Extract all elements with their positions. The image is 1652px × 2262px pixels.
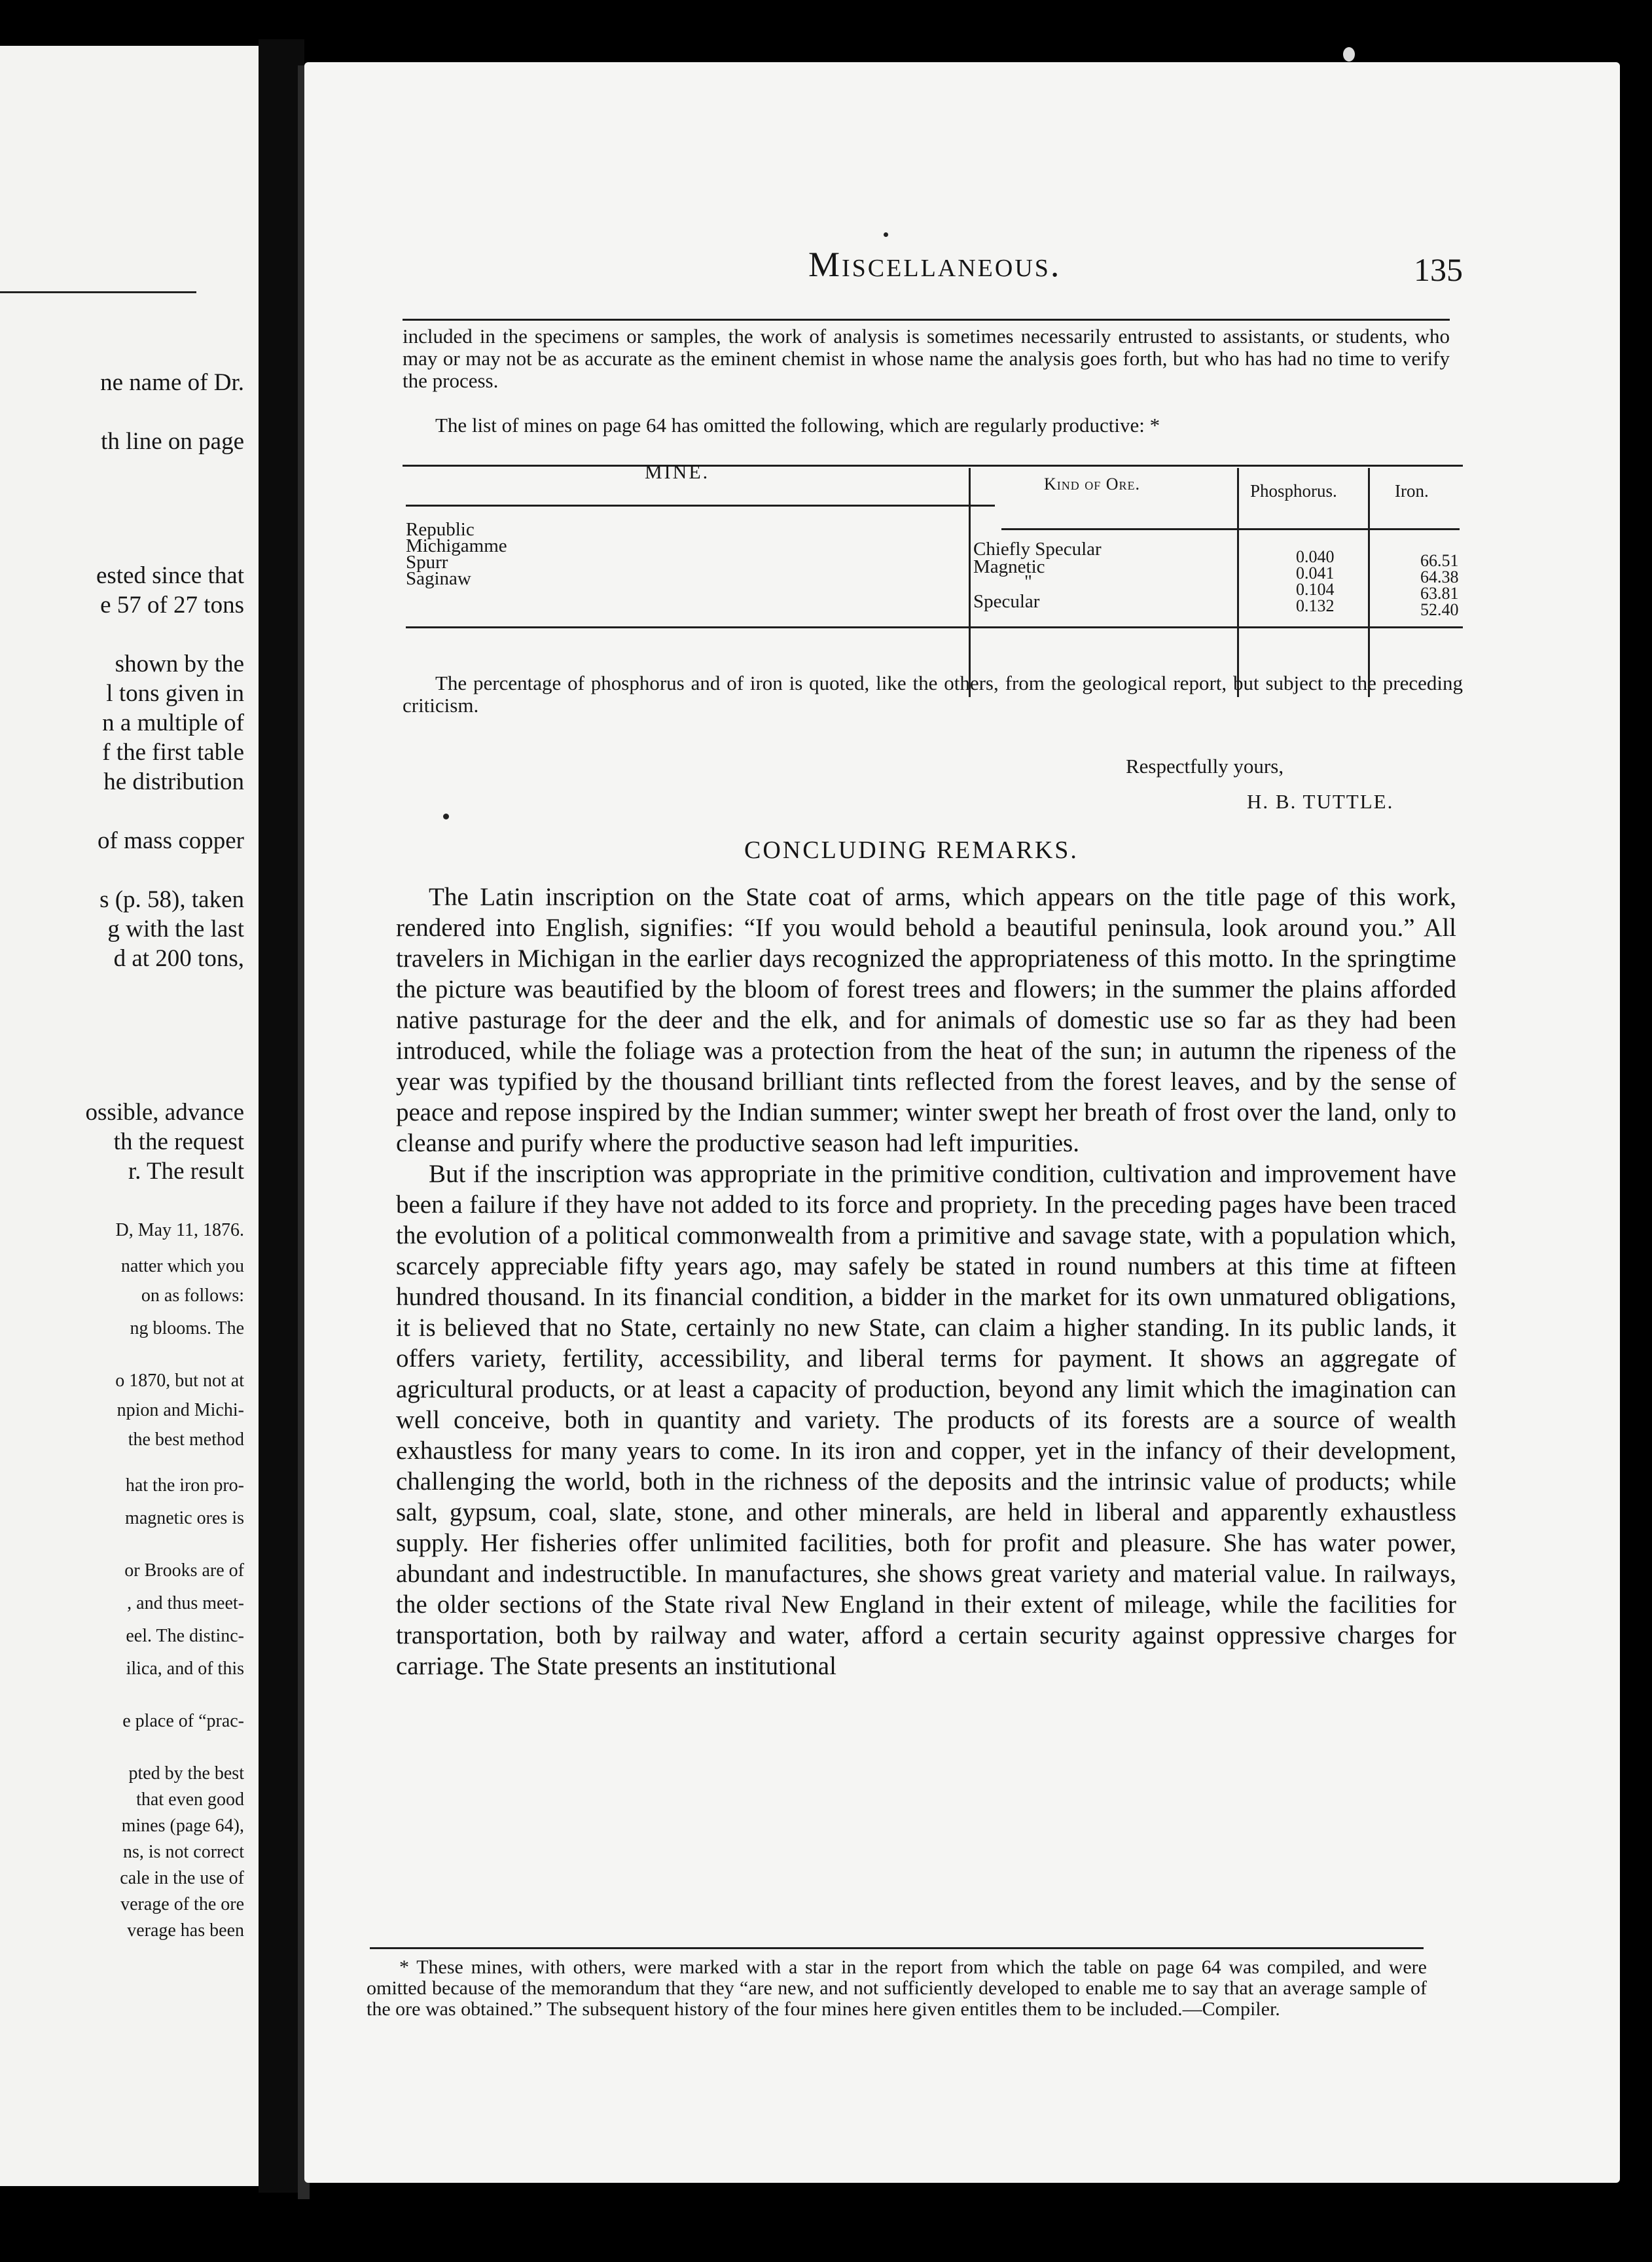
- concluding-remarks: [396, 882, 1456, 1681]
- previous-page-line: verage of the ore: [120, 1894, 244, 1914]
- previous-page-line: f the first table: [102, 739, 244, 766]
- previous-page-line: eel. The distinc-: [126, 1626, 244, 1646]
- previous-page-line: of mass copper: [98, 827, 244, 854]
- table-row-mine: Michigamme: [406, 535, 507, 556]
- previous-page-line: cale in the use of: [120, 1868, 244, 1888]
- header-rule: [403, 319, 1450, 321]
- table-header-mine: MINE.: [645, 461, 710, 483]
- letter-closing: Respectfully yours,: [1126, 755, 1284, 778]
- table-row-phosphorus: 0.104: [1296, 580, 1335, 599]
- previous-page-line: mines (page 64),: [121, 1816, 244, 1836]
- previous-page-line: natter which you: [120, 1256, 244, 1276]
- table-row-phosphorus: 0.132: [1296, 596, 1335, 615]
- previous-page-line: hat the iron pro-: [125, 1475, 244, 1496]
- previous-page-line: r. The result: [128, 1158, 244, 1185]
- previous-page-line: pted by the best: [128, 1763, 244, 1784]
- table-row-mine: Spurr: [406, 552, 448, 573]
- previous-page-line: o 1870, but not at: [115, 1371, 244, 1391]
- table-row-ore: Magnetic: [973, 556, 1045, 577]
- table-header-iron: Iron.: [1395, 481, 1429, 501]
- previous-page-line: magnetic ores is: [125, 1508, 244, 1528]
- previous-page-line: ne name of Dr.: [100, 369, 244, 396]
- table-row-phosphorus: 0.041: [1296, 564, 1335, 583]
- previous-page-fragment: [0, 46, 259, 2186]
- table-row-mine: Republic: [406, 519, 475, 540]
- ink-speck: [443, 814, 449, 819]
- page-number: 135: [1414, 251, 1463, 288]
- concluding-paragraph: The Latin inscription on the State coat of arms, which appears on the title page of this work, rendered into English, signifies: “If you would behold a beautiful peninsula, look around you.” All travelers in Michigan in the earlier days recognized the appropriateness of this motto. In the springtime the picture was beautified by the bloom of forest trees and flowers; in the summer the plains afforded native pasturage for the deer and the elk, and for animals of domestic use so far as they had been introduced, while the foliage was a protection from the heat of the sun; in autumn the ripeness of the year was typified by the thousand brilliant tints reflected from the forest leaves, and by the sense of peace and repose inspired by the Indian summer; winter swept her breath of frost over the land, only to cleanse and purify where the productive season had left impurities.: [396, 883, 1456, 1157]
- table-row-ore: Specular: [973, 591, 1040, 612]
- list-sentence-text: The list of mines on page 64 has omitted the following, which are regularly productive: *: [435, 414, 1160, 437]
- table-header-phosphorus: Phosphorus.: [1250, 481, 1337, 501]
- previous-page-line: ns, is not correct: [122, 1842, 244, 1862]
- book-page: [304, 62, 1620, 2183]
- table-divider-3: [1368, 468, 1370, 697]
- previous-page-header-rule: [0, 291, 196, 293]
- previous-page-line: e 57 of 27 tons: [100, 592, 244, 619]
- running-head: Miscellaneous.: [808, 245, 1062, 284]
- intro-paragraph-text: included in the specimens or samples, the work of analysis is sometimes necessarily entrusted to assistants, or students, who may or may not be as accurate as the eminent chemist in whose name the analysis goes forth, but who has had no time to verify the process.: [403, 325, 1450, 392]
- footnote: [367, 1957, 1427, 2020]
- previous-page-line: he distribution: [103, 768, 244, 795]
- table-header-underline-mine: [406, 505, 995, 507]
- percentage-paragraph-text: The percentage of phosphorus and of iron is quoted, like the others, from the geological report, but subject to the preceding criticism.: [403, 672, 1463, 717]
- previous-page-line: the best method: [128, 1429, 244, 1450]
- table-row-mine: Saginaw: [406, 568, 471, 589]
- list-sentence: [403, 414, 1450, 437]
- previous-page-line: ng blooms. The: [130, 1318, 244, 1338]
- previous-page-line: e place of “prac-: [122, 1711, 244, 1731]
- previous-page-line: or Brooks are of: [124, 1560, 244, 1581]
- table-top-rule: [403, 465, 1463, 467]
- previous-page-line: npion and Michi-: [117, 1400, 244, 1420]
- previous-page-line: verage has been: [127, 1920, 244, 1941]
- previous-page-line: ilica, and of this: [126, 1659, 244, 1679]
- previous-page-line: th line on page: [101, 428, 244, 455]
- previous-page-line: D, May 11, 1876.: [115, 1220, 244, 1240]
- table-divider-1: [969, 468, 971, 697]
- previous-page-line: on as follows:: [141, 1285, 244, 1306]
- table-row-ore: Chiefly Specular: [973, 539, 1102, 560]
- table-row-iron: 52.40: [1420, 600, 1459, 619]
- previous-page-line: n a multiple of: [102, 709, 244, 736]
- previous-page-line: g with the last: [107, 916, 244, 942]
- previous-page-line: th the request: [113, 1128, 244, 1155]
- table-row-iron: 64.38: [1420, 567, 1459, 586]
- concluding-paragraph: But if the inscription was appropriate in the primitive condition, cultivation and improvement have been a failure if they have not added to its force and propriety. In the preceding pages have been traced the evolution of a political commonwealth from a primitive and savage state, with a population which, scarcely appreciable fifty years ago, may safely be stated in round numbers at this time at fifteen hundred thousand. In its financial condition, a bidder in the market for its own unmatured obligations, it is believed that no State, certainly no new State, can claim a higher standing. In its public lands, it offers variety, fertility, accessibility, and liberal terms for payment. It shows an aggregate of agricultural products, or at least a capacity of production, beyond any limit which the imagination can well conceive, both in quantity and variety. The products of its forests are a source of wealth exhaustless for many years to come. In its iron and copper, yet in the infancy of their development, challenging the world, both in the richness of the deposits and the intrinsic value of products; while salt, gypsum, coal, slate, stone, and other minerals, are held in liberal and apparently exhaustless supply. Her fisheries offer unlimited facilities, both for profit and pleasure. She has water power, abundant and indestructible. In manufactures, she shows great variety and material value. In railways, the older sections of the State rival New England in their extent of mileage, while the facilities for transportation, both by railway and water, afford a certain security against oppressive charges for carriage. The State presents an institutional: [396, 1160, 1456, 1680]
- ink-speck: [884, 232, 888, 237]
- table-row-iron: 63.81: [1420, 584, 1459, 603]
- previous-page-line: that even good: [136, 1789, 244, 1810]
- table-row-iron: 66.51: [1420, 551, 1459, 570]
- footnote-rule: [370, 1947, 1424, 1949]
- previous-page-line: d at 200 tons,: [113, 945, 244, 972]
- table-header-underline-right: [1001, 528, 1460, 530]
- previous-page-line: ossible, advance: [85, 1099, 244, 1126]
- previous-page-line: s (p. 58), taken: [99, 886, 244, 913]
- previous-page-line: , and thus meet-: [127, 1593, 244, 1613]
- table-bottom-rule: [406, 626, 1463, 628]
- table-row-phosphorus: 0.040: [1296, 547, 1335, 566]
- intro-paragraph: [403, 325, 1450, 392]
- footnote-text: * These mines, with others, were marked with a star in the report from which the table on page 64 was compiled, and were omitted because of the memorandum that they “are new, and not sufficiently developed to enable me to say that an average sample of the ore was obtained.” The subsequent history of the four mines here given entitles them to be included.—Compiler.: [367, 1956, 1427, 2020]
- table-divider-2: [1237, 468, 1239, 697]
- letter-signature: H. B. TUTTLE.: [1247, 790, 1394, 813]
- ink-speck: [1343, 47, 1355, 62]
- section-heading: CONCLUDING REMARKS.: [744, 836, 1079, 864]
- previous-page-line: ested since that: [96, 562, 244, 589]
- previous-page-line: shown by the: [115, 651, 244, 677]
- table-header-kind-of-ore: Kind of Ore.: [1044, 475, 1141, 494]
- previous-page-line: l tons given in: [106, 680, 244, 707]
- percentage-paragraph: [403, 672, 1463, 717]
- table-row-ore: ": [1024, 571, 1032, 592]
